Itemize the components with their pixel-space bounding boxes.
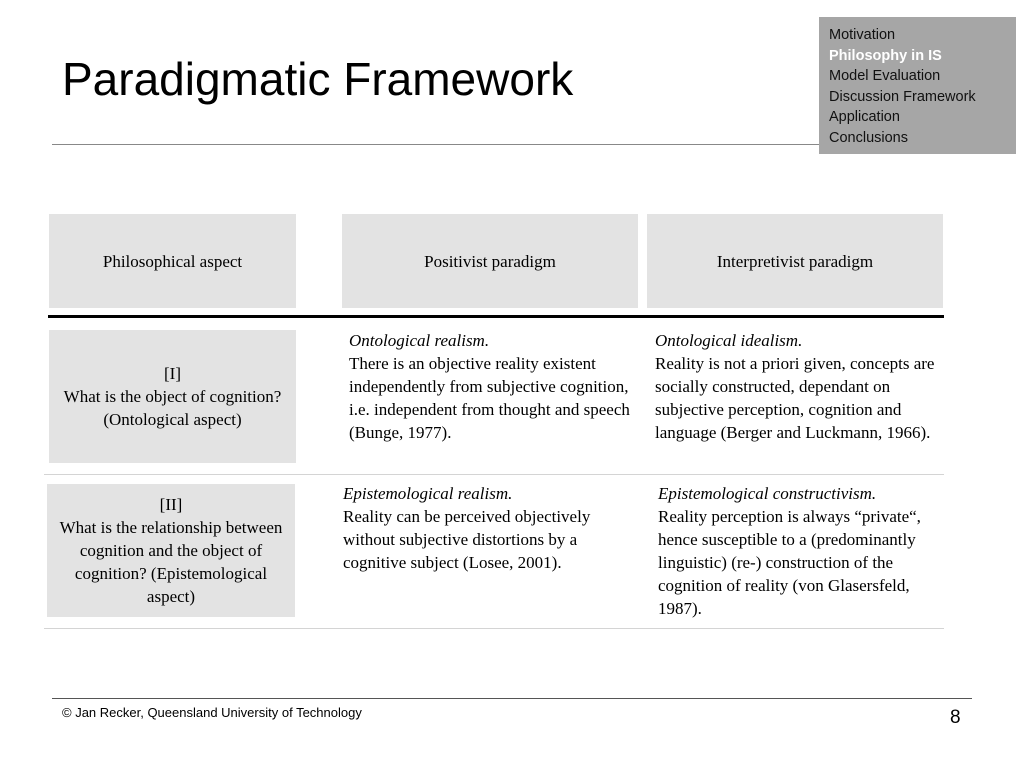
- row-divider: [44, 628, 944, 629]
- agenda-item-discussion-framework: Discussion Framework: [829, 88, 976, 105]
- positivist-ontology-cell: [349, 329, 634, 444]
- positivist-epistemology-cell: [343, 482, 628, 574]
- interpretivist-epistemology-lead: Epistemological constructivism.: [658, 484, 877, 503]
- footer-copyright: © Jan Recker, Queensland University of Technology: [62, 705, 362, 720]
- header-philosophical-aspect: [49, 214, 296, 308]
- aspect-cell-ontological: [49, 330, 296, 463]
- aspect-question: What is the relationship between cognition and the object of cognition? (Epistemological aspect): [59, 518, 283, 606]
- interpretivist-ontology-cell: [655, 329, 945, 444]
- agenda-item-motivation: Motivation: [829, 27, 896, 43]
- aspect-number: [I]: [164, 364, 181, 383]
- header-label: Philosophical aspect: [102, 251, 243, 271]
- header-label: Interpretivist paradigm: [716, 251, 874, 271]
- aspect-cell-epistemological: [47, 484, 295, 617]
- header-interpretivist-paradigm: [647, 214, 943, 308]
- footer-divider: [52, 698, 972, 699]
- row-divider: [44, 474, 944, 475]
- positivist-epistemology-lead: Epistemological realism.: [343, 484, 513, 503]
- title-divider: [52, 144, 822, 145]
- aspect-number: [II]: [159, 495, 183, 514]
- positivist-epistemology-text: Reality can be perceived objectively without subjective distortions by a cognitive subject (Losee, 2001).: [343, 507, 591, 572]
- agenda-item-model-evaluation: Model Evaluation: [829, 68, 941, 84]
- agenda-item-philosophy-current: Philosophy in IS: [829, 47, 942, 64]
- agenda-box: [819, 17, 1016, 154]
- interpretivist-epistemology-cell: [658, 482, 943, 620]
- page-number: 8: [950, 707, 961, 728]
- aspect-question: What is the object of cognition? (Ontological aspect): [63, 387, 282, 429]
- header-divider: [48, 315, 944, 318]
- interpretivist-ontology-text: Reality is not a priori given, concepts are socially constructed, dependant on subjective perception, cognition and language (Berger and Luckmann, 1966).: [655, 354, 935, 442]
- positivist-ontology-text: There is an objective reality existent independently from subjective cognition, i.e. independent from thought and speech (Bunge, 1977).: [349, 354, 630, 442]
- interpretivist-ontology-lead: Ontological idealism.: [655, 331, 803, 350]
- positivist-ontology-lead: Ontological realism.: [349, 331, 490, 350]
- slide-title: Paradigmatic Framework: [62, 53, 574, 105]
- agenda-item-application: Application: [829, 109, 900, 125]
- agenda-item-conclusions: Conclusions: [829, 129, 908, 146]
- header-label: Positivist paradigm: [424, 251, 556, 271]
- interpretivist-epistemology-text: Reality perception is always “private“, hence susceptible to a (predominantly linguistic) (re-) construction of the cognition of reality (von Glasersfeld, 1987).: [658, 507, 921, 618]
- header-positivist-paradigm: [342, 214, 638, 308]
